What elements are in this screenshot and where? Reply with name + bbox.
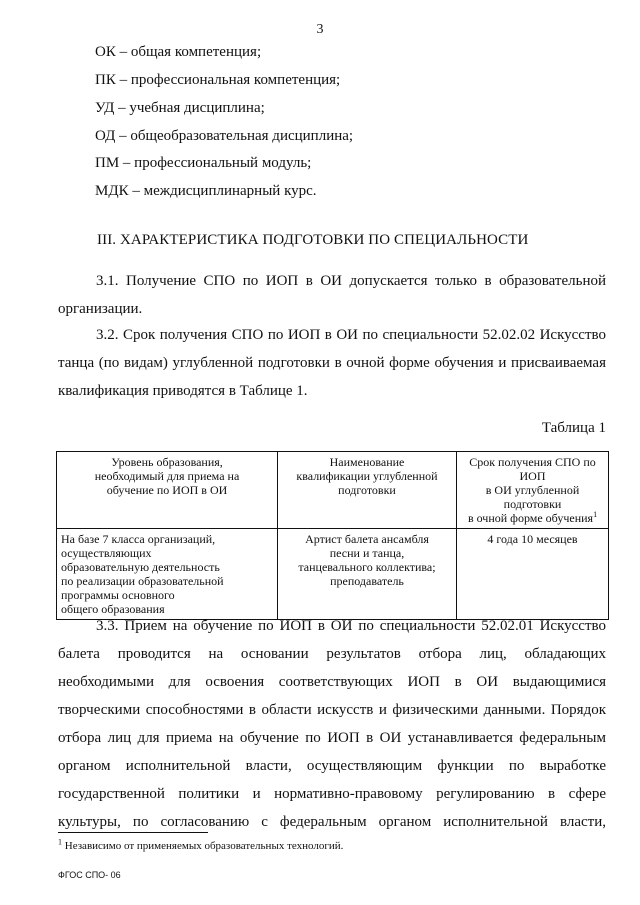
abbreviation-pk: ПК – профессиональная компетенция; [95,72,341,88]
header-line: квалификации углубленной [296,469,438,483]
paragraph-line: 3.2. Срок получения СПО по ИОП в ОИ по специальности 52.02.02 Искусство [96,327,606,343]
header-line [461,511,604,525]
table-caption: Таблица 1 [541,420,606,436]
abbreviation-ok: ОК – общая компетенция; [95,44,262,60]
footnote [58,837,344,852]
paragraph-3-3 [58,612,606,836]
cell-line: 4 года 10 месяцев [487,532,578,546]
paragraph-line: квалификация приводятся в Таблице 1. [58,383,308,399]
paragraph-line: творческими способностями в области искусств и физическими данными. Порядок [58,702,606,718]
footnote-mark: 1 [58,837,62,847]
paragraph-line: отбора лиц для приема на обучение по ИОП в ОИ устанавливается федеральным [58,730,606,746]
paragraph-line: государственной политики и нормативно-правовому регулированию в сфере [58,786,606,802]
abbreviation-mdk: МДК – междисциплинарный курс. [95,183,317,199]
header-line-text: в очной форме обучения [467,511,594,525]
header-qualification-name [278,452,457,529]
paragraph-line: культуры, по согласованию с федеральным органом исполнительной власти, [58,814,606,830]
page-number: 3 [316,22,324,37]
header-line: необходимый для приема на [94,469,240,483]
header-education-level [57,452,278,529]
cell-line: Артист балета ансамбля [305,532,429,546]
paragraph-line: 3.1. Получение СПО по ИОП в ОИ допускается только в образовательной [96,273,606,289]
paragraph-line: танца (по видам) углубленной подготовки в очной форме обучения и присваиваемая [58,355,606,371]
paragraph-3-2 [58,321,606,405]
header-line: обучение по ИОП в ОИ [106,483,228,497]
header-line: Уровень образования, [111,455,223,469]
cell-line: осуществляющих [61,546,152,560]
cell-line: танцевального коллектива; [298,560,436,574]
abbreviation-ud: УД – учебная дисциплина; [95,100,265,116]
paragraph-line: балета проводится на основании результатов отбора лиц, обладающих [58,646,606,662]
cell-line: образовательную деятельность [61,560,220,574]
paragraph-line: органом исполнительной власти, осуществляющим функции по выработке [58,758,606,774]
qualification-table [56,451,609,620]
paragraph-line: необходимыми для освоения соответствующих ИОП в ОИ выдающимися [58,674,606,690]
paragraph-line: 3.3. Прием на обучение по ИОП в ОИ по специальности 52.02.01 Искусство [96,618,606,634]
footnote-reference: 1 [593,510,598,519]
table-header-row [57,452,609,529]
cell-line: песни и танца, [329,546,405,560]
cell-line: На базе 7 класса организаций, [61,532,216,546]
header-line: подготовки [338,483,396,497]
table-row [57,529,609,620]
cell-line: по реализации образовательной [61,574,224,588]
abbreviation-od: ОД – общеобразовательная дисциплина; [95,128,354,144]
header-study-duration [457,452,609,529]
cell-qualification-name [278,529,457,620]
footnote-divider [58,832,208,833]
abbreviation-pm: ПМ – профессиональный модуль; [95,155,312,171]
header-line: Наименование [329,455,405,469]
cell-line: преподаватель [330,574,404,588]
cell-study-duration [457,529,609,620]
document-footer: ФГОС СПО- 06 [58,870,121,880]
header-line: Срок получения СПО по ИОП [469,455,596,483]
section-title: III. ХАРАКТЕРИСТИКА ПОДГОТОВКИ ПО СПЕЦИАЛЬНОСТИ [97,232,529,248]
paragraph-3-1 [58,267,606,323]
cell-line: программы основного [61,588,175,602]
header-line: в ОИ углубленной подготовки [485,483,580,511]
cell-line: общего образования [61,602,165,616]
footnote-text: Независимо от применяемых образовательных технологий. [64,840,344,852]
paragraph-line: организации. [58,301,143,317]
cell-education-level [57,529,278,620]
